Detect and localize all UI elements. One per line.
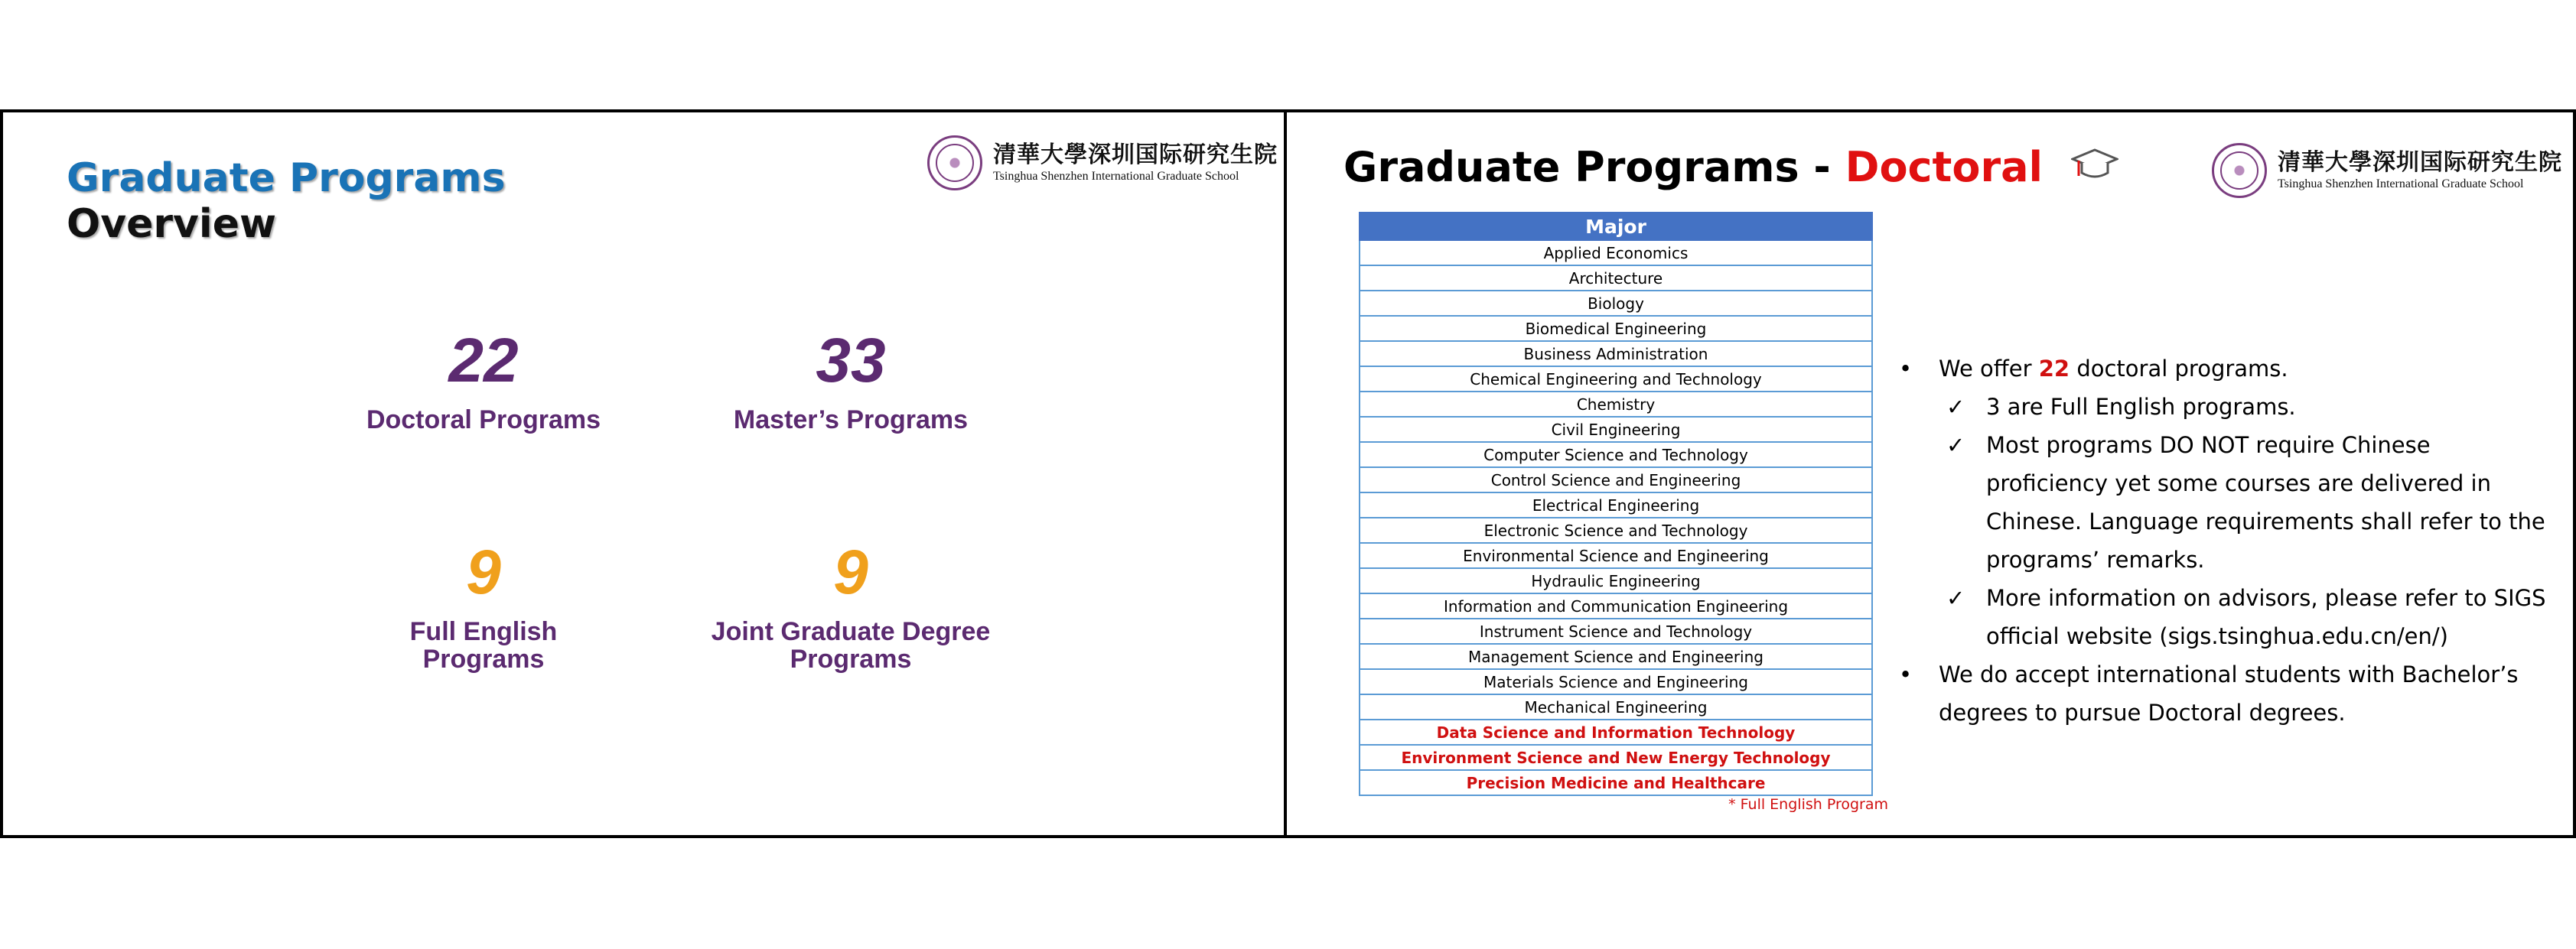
bullet-text: doctoral programs. xyxy=(2070,356,2288,382)
major-cell: Chemistry xyxy=(1360,392,1872,417)
table-row xyxy=(1360,568,1872,593)
stat-masters xyxy=(690,327,1011,434)
major-cell: Hydraulic Engineering xyxy=(1360,568,1872,593)
table-row xyxy=(1360,619,1872,644)
table-row xyxy=(1360,593,1872,619)
tsinghua-sigs-logo xyxy=(2212,143,2562,198)
overview-title: Graduate Programs xyxy=(67,155,506,201)
table-row xyxy=(1360,316,1872,341)
major-cell-full-english: Environment Science and New Energy Technology xyxy=(1360,745,1872,770)
slide-overview xyxy=(0,109,1288,838)
stat-number: 22 xyxy=(448,326,519,395)
table-row xyxy=(1360,240,1872,265)
major-cell: Control Science and Engineering xyxy=(1360,467,1872,492)
table-row xyxy=(1360,467,1872,492)
bullet-offer xyxy=(1899,349,2549,388)
table-row xyxy=(1360,341,1872,366)
stat-full-english xyxy=(323,538,644,673)
table-row xyxy=(1360,543,1872,568)
doctoral-count: 22 xyxy=(2038,356,2070,382)
major-cell: Applied Economics xyxy=(1360,240,1872,265)
bullet-international: • We do accept international students with Bachelor’s degrees to pursue Doctoral degrees. xyxy=(1899,655,2549,732)
tsinghua-sigs-logo xyxy=(927,135,1278,190)
table-row xyxy=(1360,442,1872,467)
major-cell: Environmental Science and Engineering xyxy=(1360,543,1872,568)
full-english-footnote: * Full English Program xyxy=(1728,796,1888,813)
major-cell: Business Administration xyxy=(1360,341,1872,366)
table-row xyxy=(1360,694,1872,720)
majors-table xyxy=(1359,212,1873,796)
major-cell: Information and Communication Engineering xyxy=(1360,593,1872,619)
table-row xyxy=(1360,392,1872,417)
logo-english-name: Tsinghua Shenzhen International Graduate School xyxy=(993,170,1239,183)
table-row xyxy=(1360,291,1872,316)
overview-subtitle: Overview xyxy=(67,201,277,247)
stat-label: Master’s Programs xyxy=(733,405,969,434)
stat-number: 33 xyxy=(816,326,886,395)
slide-doctoral xyxy=(1284,109,2576,838)
stat-number: 9 xyxy=(466,538,501,607)
major-cell: Management Science and Engineering xyxy=(1360,644,1872,669)
title-accent: Doctoral xyxy=(1845,143,2044,191)
table-row xyxy=(1360,265,1872,291)
logo-chinese-name: 清華大學深圳国际研究生院 xyxy=(2278,149,2562,176)
stat-joint-degree xyxy=(690,538,1011,673)
major-cell: Mechanical Engineering xyxy=(1360,694,1872,720)
sub-bullet: ✓ Most programs DO NOT require Chinese proficiency yet some courses are delivered in Chinese. Language requirements shall refer to the programs’ remarks. xyxy=(1899,426,2549,579)
major-cell: Computer Science and Technology xyxy=(1360,442,1872,467)
sub-bullet: ✓ 3 are Full English programs. xyxy=(1899,388,2549,426)
tsinghua-seal-icon xyxy=(927,135,982,190)
stat-label: Joint Graduate Degree Programs xyxy=(711,617,991,674)
table-row xyxy=(1360,518,1872,543)
stat-label: Doctoral Programs xyxy=(366,405,601,434)
table-row xyxy=(1360,492,1872,518)
logo-english-name: Tsinghua Shenzhen International Graduate School xyxy=(2278,177,2524,190)
major-cell: Chemical Engineering and Technology xyxy=(1360,366,1872,392)
table-row xyxy=(1360,644,1872,669)
tsinghua-seal-icon xyxy=(2212,143,2267,198)
major-cell: Biology xyxy=(1360,291,1872,316)
table-row xyxy=(1360,720,1872,745)
sub-bullet: ✓ More information on advisors, please refer to SIGS official website (sigs.tsinghua.edu.cn/en/) xyxy=(1899,579,2549,655)
major-cell: Instrument Science and Technology xyxy=(1360,619,1872,644)
doctoral-bullets xyxy=(1899,349,2549,732)
table-row xyxy=(1360,669,1872,694)
majors-table-body xyxy=(1360,240,1872,795)
table-row xyxy=(1360,417,1872,442)
table-header-major: Major xyxy=(1360,213,1872,240)
graduation-cap-icon xyxy=(2071,145,2118,195)
table-row xyxy=(1360,745,1872,770)
major-cell-full-english: Data Science and Information Technology xyxy=(1360,720,1872,745)
major-cell: Architecture xyxy=(1360,265,1872,291)
stat-doctoral xyxy=(323,327,644,434)
stat-label: Full English Programs xyxy=(409,617,558,674)
table-row xyxy=(1360,770,1872,795)
major-cell-full-english: Precision Medicine and Healthcare xyxy=(1360,770,1872,795)
title-main: Graduate Programs - xyxy=(1343,143,1845,191)
major-cell: Civil Engineering xyxy=(1360,417,1872,442)
bullet-text: We offer xyxy=(1939,356,2039,382)
stat-number: 9 xyxy=(833,538,868,607)
table-row xyxy=(1360,366,1872,392)
major-cell: Electronic Science and Technology xyxy=(1360,518,1872,543)
doctoral-title xyxy=(1343,143,2118,195)
major-cell: Electrical Engineering xyxy=(1360,492,1872,518)
major-cell: Biomedical Engineering xyxy=(1360,316,1872,341)
logo-chinese-name: 清華大學深圳国际研究生院 xyxy=(993,141,1278,168)
major-cell: Materials Science and Engineering xyxy=(1360,669,1872,694)
